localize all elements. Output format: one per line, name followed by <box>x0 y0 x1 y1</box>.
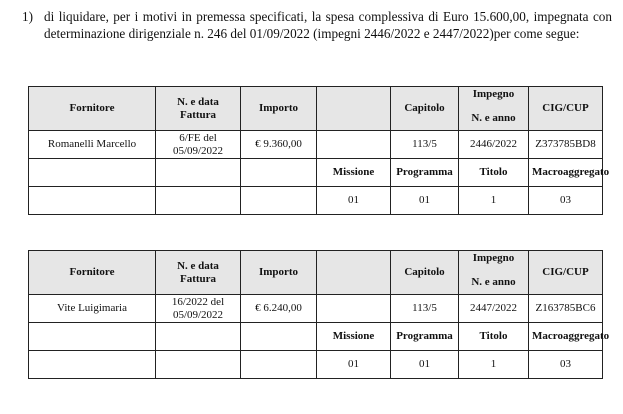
header-impegno <box>459 251 529 295</box>
header-fattura-line1: N. e data <box>177 95 219 108</box>
cell-empty <box>156 159 241 187</box>
header-importo: Importo <box>241 251 317 295</box>
cell-programma: 01 <box>391 187 459 215</box>
cell-missione: 01 <box>317 187 391 215</box>
cell-cig-cup: Z163785BC6 <box>529 295 603 323</box>
cell-missione: 01 <box>317 351 391 379</box>
table-row <box>29 295 603 323</box>
header-programma: Programma <box>391 159 459 187</box>
header-missione: Missione <box>317 159 391 187</box>
header-empty <box>317 251 391 295</box>
header-capitolo: Capitolo <box>391 87 459 131</box>
cell-empty <box>29 323 156 351</box>
cell-fattura-line1: 6/FE del <box>179 131 217 144</box>
cell-empty <box>29 351 156 379</box>
cell-titolo: 1 <box>459 351 529 379</box>
header-fattura <box>156 251 241 295</box>
table-subheader-row <box>29 159 603 187</box>
header-missione: Missione <box>317 323 391 351</box>
cell-macroaggregato: 03 <box>529 351 603 379</box>
cell-fornitore: Romanelli Marcello <box>29 131 156 159</box>
cell-empty <box>29 159 156 187</box>
header-fattura-line2: Fattura <box>179 108 217 121</box>
cell-empty <box>241 187 317 215</box>
header-macroaggregato: Macroaggregato <box>529 323 603 351</box>
paragraph-text: di liquidare, per i motivi in premessa specificati, la spesa complessiva di Euro 15.600,00, impegnata con determinazione dirigenziale n. 246 del 01/09/2022 (impegni 2446/2022 e 2447/2022)per come segue: <box>44 9 612 41</box>
cell-programma: 01 <box>391 351 459 379</box>
header-importo: Importo <box>241 87 317 131</box>
header-macroaggregato: Macroaggregato <box>529 159 603 187</box>
header-fornitore: Fornitore <box>29 87 156 131</box>
header-titolo: Titolo <box>459 159 529 187</box>
cell-importo: € 9.360,00 <box>241 131 317 159</box>
cell-empty <box>156 323 241 351</box>
cell-importo: € 6.240,00 <box>241 295 317 323</box>
header-fornitore: Fornitore <box>29 251 156 295</box>
cell-empty <box>241 351 317 379</box>
cell-titolo: 1 <box>459 187 529 215</box>
header-fattura <box>156 87 241 131</box>
cell-empty <box>317 295 391 323</box>
header-programma: Programma <box>391 323 459 351</box>
header-titolo: Titolo <box>459 323 529 351</box>
cell-fattura-line1: 16/2022 del <box>171 295 225 308</box>
header-impegno-line1: Impegno <box>472 252 515 264</box>
cell-capitolo: 113/5 <box>391 131 459 159</box>
cell-fattura <box>156 131 241 159</box>
header-empty <box>317 87 391 131</box>
header-impegno-line2: N. e anno <box>471 112 516 124</box>
header-impegno-line2: N. e anno <box>471 276 516 288</box>
cell-empty <box>29 187 156 215</box>
paragraph-number: 1) <box>22 9 33 24</box>
header-impegno-line1: Impegno <box>472 88 515 100</box>
cell-empty <box>156 187 241 215</box>
header-cig-cup: CIG/CUP <box>529 87 603 131</box>
header-fattura-line1: N. e data <box>177 259 219 272</box>
cell-fattura-line2: 05/09/2022 <box>172 308 224 321</box>
cell-empty <box>156 351 241 379</box>
cell-empty <box>241 159 317 187</box>
cell-empty <box>317 131 391 159</box>
table-row <box>29 351 603 379</box>
invoice-table-2 <box>28 250 610 379</box>
header-cig-cup: CIG/CUP <box>529 251 603 295</box>
cell-impegno: 2447/2022 <box>459 295 529 323</box>
liquidation-paragraph <box>22 8 612 42</box>
cell-impegno: 2446/2022 <box>459 131 529 159</box>
cell-empty <box>241 323 317 351</box>
cell-fornitore: Vite Luigimaria <box>29 295 156 323</box>
invoice-table-1 <box>28 86 610 215</box>
cell-cig-cup: Z373785BD8 <box>529 131 603 159</box>
cell-macroaggregato: 03 <box>529 187 603 215</box>
cell-capitolo: 113/5 <box>391 295 459 323</box>
header-fattura-line2: Fattura <box>179 272 217 285</box>
cell-fattura-line2: 05/09/2022 <box>172 144 224 157</box>
table-header-row <box>29 87 603 131</box>
header-capitolo: Capitolo <box>391 251 459 295</box>
table-header-row <box>29 251 603 295</box>
table-row <box>29 131 603 159</box>
cell-fattura <box>156 295 241 323</box>
header-impegno <box>459 87 529 131</box>
table-subheader-row <box>29 323 603 351</box>
table-row <box>29 187 603 215</box>
